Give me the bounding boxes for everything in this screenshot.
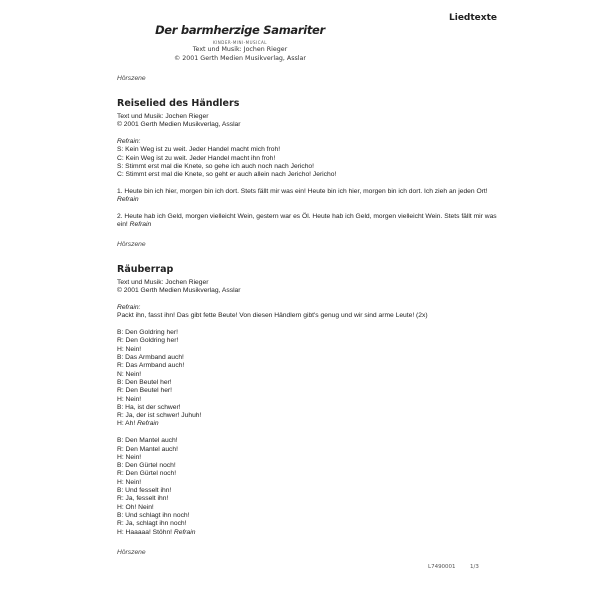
song-copyright: © 2001 Gerth Medien Musikverlag, Asslar [117,287,241,295]
dialogue-line: B: Den Beutel her! [117,378,172,386]
song2-body [117,279,497,537]
verse-1: 1. Heute bin ich hier, morgen bin ich dort. Stets fällt mir was ein! Heute bin ich hier, morgen bin ich dort. Ich zieh an jeden Ort! Refrain [117,188,488,204]
dialogue-line: N: Nein! [117,370,142,378]
refrain-label: Refrain: [117,304,141,312]
dialogue-line: H: Oh! Nein! [117,503,154,511]
dialogue-line: H: Nein! [117,395,142,403]
dialogue-line: B: Den Goldring her! [117,329,178,337]
dialogue-line: H: Nein! [117,478,142,486]
scene-label: Hörszene [117,241,146,248]
dialogue-line: R: Den Mantel auch! [117,445,178,453]
scene-label: Hörszene [117,75,146,82]
dialogue-line: R: Den Goldring her! [117,337,179,345]
dialogue-line: H: Haaaaa! Stöhn! Refrain [117,528,196,536]
song-credit: Text und Musik: Jochen Rieger [117,279,209,286]
dialogue-part-2 [117,437,497,537]
refrain-label: Refrain: [117,138,141,146]
section-label: Liedtexte [449,13,497,23]
dialogue-line: H: Nein! [117,453,142,461]
song-title: Reiselied des Händlers [117,98,240,109]
page-number: 1/3 [470,564,479,570]
verse-2: 2. Heute hab ich Geld, morgen vielleicht Wein, gestern war es Öl. Heute hab ich Geld, morgen vielleicht Wein. Stets fällt mir was ein! Refrain [117,213,497,229]
dialogue-line: B: Das Armband auch! [117,354,184,362]
dialogue-part-1 [117,329,497,429]
dialogue-line: R: Ja, schlagt ihn noch! [117,520,187,528]
lyric-line: C: Stimmt erst mal die Knete, so geht er auch allein nach Jericho! Jericho! [117,171,337,179]
dialogue-line: H: Ah! Refrain [117,420,159,428]
dialogue-line: B: Den Mantel auch! [117,437,178,445]
refrain-line: Packt ihn, fasst ihn! Das gibt fette Beute! Von diesen Händlern gibt's genug und wir sind arme Leute! (2x) [117,312,428,320]
dialogue-line: B: Den Gürtel noch! [117,462,176,470]
lyric-line: S: Kein Weg ist zu weit. Jeder Handel macht mich froh! [117,146,281,154]
dialogue-line: B: Ha, ist der schwer! [117,403,181,411]
document-code: L7490001 [428,564,456,570]
dialogue-line: R: Den Gürtel noch! [117,470,177,478]
scene-label: Hörszene [117,549,146,556]
lyric-line: S: Stimmt erst mal die Knete, so gehe ich auch noch nach Jericho! [117,162,315,170]
header-credit: Text und Musik: Jochen Rieger [192,46,288,53]
dialogue-line: R: Das Armband auch! [117,362,185,370]
musical-subtitle: KINDER-MINI-MUSICAL [212,40,268,45]
dialogue-line: R: Ja, fesselt ihn! [117,495,169,503]
lyric-line: C: Kein Weg ist zu weit. Jeder Handel macht ihn froh! [117,154,276,162]
header-copyright: © 2001 Gerth Medien Musikverlag, Asslar [173,55,306,62]
song1-body [117,113,497,230]
dialogue-line: B: Und schlagt ihn noch! [117,511,190,519]
song-title: Räuberrap [117,264,174,275]
dialogue-line: R: Den Beutel her! [117,387,173,395]
dialogue-line: H: Nein! [117,345,142,353]
refrain-ref: Refrain [173,528,196,536]
song-copyright: © 2001 Gerth Medien Musikverlag, Asslar [117,121,241,129]
dialogue-line: R: Ja, der ist schwer! Juhuh! [117,412,202,420]
song-credit: Text und Musik: Jochen Rieger [117,113,209,120]
dialogue-line: B: Und fesselt ihn! [117,487,172,495]
musical-title: Der barmherzige Samariter [155,23,325,37]
refrain-ref: Refrain [137,420,159,428]
